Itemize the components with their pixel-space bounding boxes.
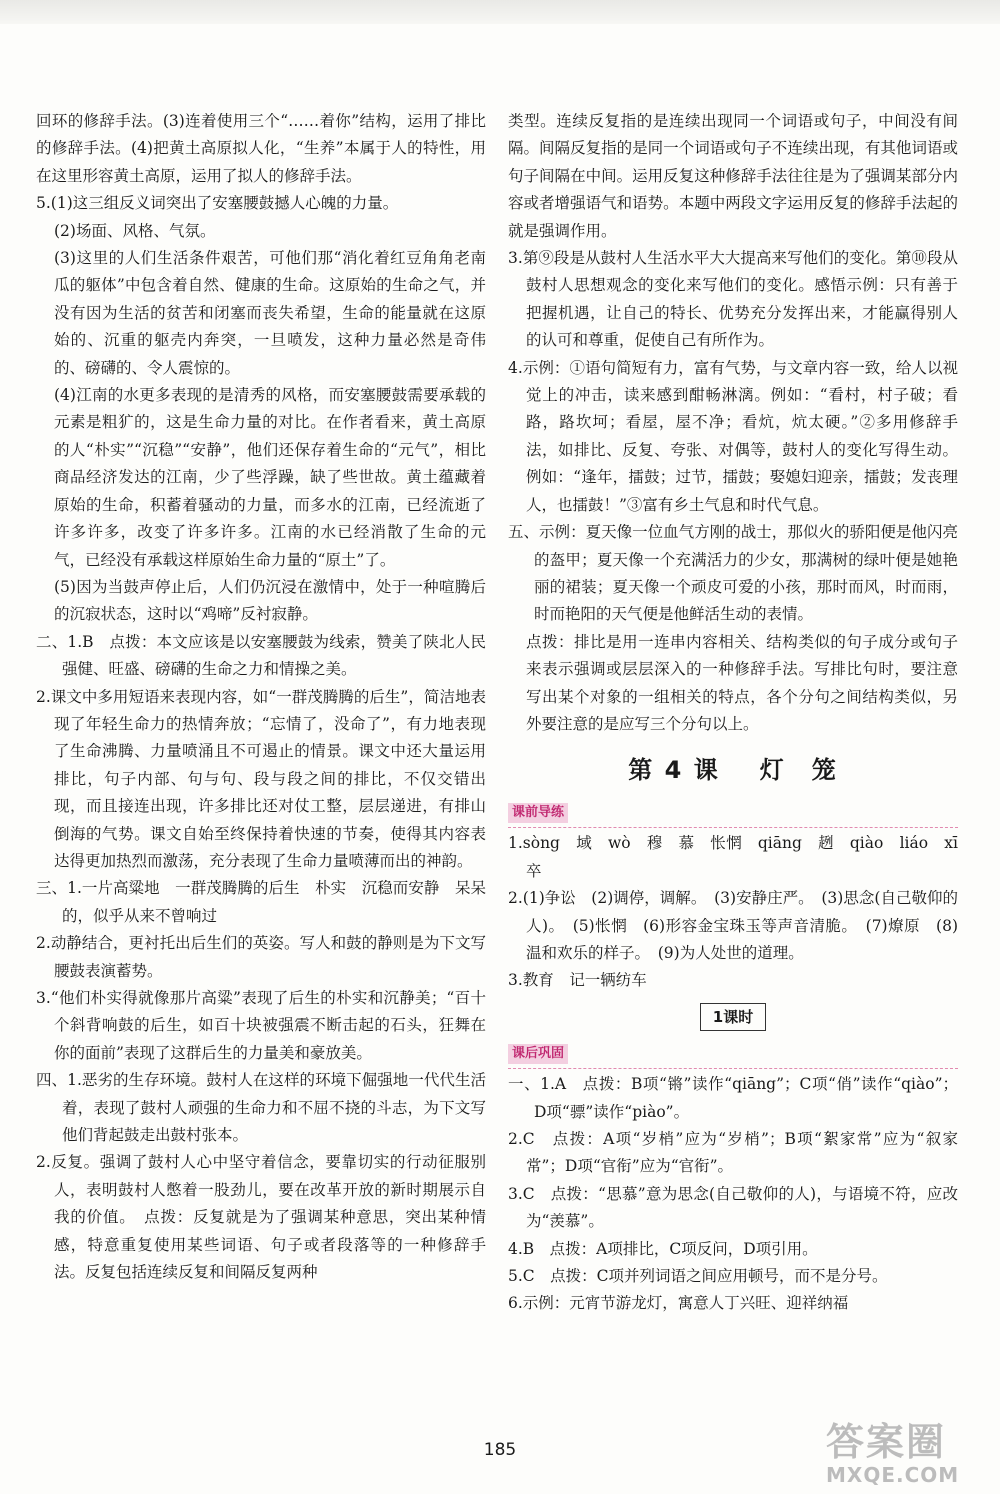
watermark-logo: 答案圈 MXQE.COM	[826, 1420, 960, 1487]
answer-sub-2: (2)场面、风格、气氛。	[54, 221, 216, 240]
post-item-4: 4.B 点拨：A项排比，C项反问，D项引用。	[508, 1239, 818, 1258]
divider	[508, 1068, 958, 1069]
pre-item-2: 2.(1)争讼 (2)调停，调解。 (3)安静庄严。 (3)思念(自己敬仰的人)。 (5)怅惘 (6)形容金宝珠玉等声音清脆。 (7)燎原 (8)温和欢乐的样子。 (9)为人处世的道理。	[508, 889, 958, 962]
post-class-tag: 课后巩固	[508, 1044, 568, 1064]
section-three-item-1: 三、1.一片高粱地 一群茂腾腾的后生 朴实 沉稳而安静 呆呆的，似乎从来不曾响过	[36, 879, 486, 925]
lesson-heading	[508, 750, 958, 790]
pre-item-3: 3.教育 记一辆纺车	[508, 971, 647, 990]
section-two-item-2: 2.课文中多用短语来表现内容，如“一群茂腾腾的后生”，简洁地表现了年轻生命力的热情奔放；“忘情了，没命了”，有力地表现了生命沸腾、力量喷涌且不可遏止的情景。课文中还大量运用排比，句子内部、句与句、段与段之间的排比，不仅交错出现，而且接连出现，许多排比还对仗工整，层层递进，有排山倒海的气势。课文自始至终保持着快速的节奏，使得其内容表达得更加热烈而激荡，充分表现了生命力量喷薄而出的神韵。	[36, 687, 486, 870]
section-four-item-3: 3.第⑨段是从鼓村人生活水平大大提高来写他们的变化。第⑩段从鼓村人思想观念的变化来写他们的变化。感悟示例：只有善于把握机遇，让自己的特长、优势充分发挥出来，才能赢得别人的认可和尊重，促使自己有所作为。	[508, 249, 958, 350]
post-item-1: 一、1.A 点拨：B项“锵”读作“qiāng”；C项“俏”读作“qiào”；D项“骠”读作“piào”。	[508, 1075, 958, 1121]
left-column	[36, 108, 486, 1286]
section-four-item-2: 2.反复。强调了鼓村人心中坚守着信念，要靠切实的行动征服别人，表明鼓村人憋着一股劲儿，要在改革开放的新时期展示自我的价值。 点拨：反复就是为了强调某种意思，突出某种情感，特意重复使用某些词语、句子或者段落等的一种修辞手法。反复包括连续反复和间隔反复两种	[36, 1153, 486, 1282]
post-item-2: 2.C 点拨：A项“岁梢”应为“岁梢”；B项“絮家常”应为“叙家常”；D项“官衔”应为“官衔”。	[508, 1130, 958, 1176]
section-three-item-2: 2.动静结合，更衬托出后生们的英姿。写人和鼓的静则是为下文写腰鼓表演蓄势。	[36, 934, 486, 980]
answer-sub-3: (3)这里的人们生活条件艰苦，可他们那“消化着红豆角角老南瓜的躯体”中包含着自然、健康的生命。这原始的生命之气，并没有因为生活的贫苦和闭塞而丧失希望，生命的能量就在这原始的、沉重的躯壳内奔突，一旦喷发，这种力量必然是奇伟的、磅礴的、令人震惊的。	[54, 249, 486, 377]
divider	[508, 827, 958, 828]
page-top-band	[0, 0, 1000, 24]
period-label: 1课时	[700, 1003, 766, 1031]
section-four-item-1: 四、1.恶劣的生存环境。鼓村人在这样的环境下倔强地一代代生活着，表现了鼓村人顽强的生命力和不屈不挠的斗志，为下文写他们背起鼓走出鼓村张本。	[36, 1071, 486, 1145]
pre-item-1: 1.sòng 域 wò 穆 慕 怅惘 qiāng 趔 qiào liáo xī 卒	[508, 834, 974, 880]
paragraph: 回环的修辞手法。(3)连着使用三个“……着你”结构，运用了排比的修辞手法。(4)把黄土高原拟人化，“生养”本属于人的特性，用在这里形容黄土高原，运用了拟人的修辞手法。	[36, 112, 486, 185]
pre-class-tag: 课前导练	[508, 803, 568, 823]
period-box	[508, 1003, 958, 1031]
post-item-3: 3.C 点拨：“思慕”意为思念(自己敬仰的人)，与语境不符，应改为“羡慕”。	[508, 1184, 958, 1231]
section-five-answer: 五、示例：夏天像一位血气方刚的战士，那似火的骄阳便是他闪亮的盔甲；夏天像一个充满活力的少女，那满树的绿叶便是她艳丽的裙装；夏天像一个顽皮可爱的小孩，那时而风，时而雨，时而艳阳的天气便是他鲜活生动的表情。	[508, 523, 958, 624]
answer-sub-5: (5)因为当鼓声停止后，人们仍沉浸在激情中，处于一种喧腾后的沉寂状态，这时以“鸡啼”反衬寂静。	[54, 577, 486, 624]
post-item-5: 5.C 点拨：C项并列词语之间应用顿号，而不是分号。	[508, 1267, 888, 1286]
section-two-item-1: 二、1.B 点拨：本文应该是以安塞腰鼓为线索，赞美了陕北人民强健、旺盛、磅礴的生命之力和情操之美。	[36, 632, 486, 679]
lesson-title: 灯 笼	[759, 756, 838, 785]
right-column	[508, 108, 974, 1318]
section-three-item-3: 3.“他们朴实得就像那片高粱”表现了后生的朴实和沉静美；“百十个斜背响鼓的后生，如百十块被强震不断击起的石头，狂舞在你的面前”表现了这群后生的力量美和豪放美。	[36, 989, 486, 1062]
answer-item-5: 5.(1)这三组反义词突出了安塞腰鼓撼人心魄的力量。	[36, 194, 399, 213]
section-four-item-4: 4.示例：①语句简短有力，富有气势，与文章内容一致，给人以视觉上的冲击，读来感到酣畅淋漓。例如：“看村，村子破；看路，路坎坷；看屋，屋不净；看炕，炕太硬。”②多用修辞手法，如排比、反复、夸张、对偶等，鼓村人的变化写得生动。例如：“逢年，擂鼓；过节，擂鼓；娶媳妇迎亲，擂鼓；发丧理人，也擂鼓！”③富有乡土气息和时代气息。	[508, 358, 958, 514]
section-five-tip: 点拨：排比是用一连串内容相关、结构类似的句子成分或句子来表示强调或层层深入的一种修辞手法。写排比句时，要注意写出某个对象的一组相关的特点，各个分句之间结构类似，另外要注意的是应写三个分句以上。	[526, 632, 958, 733]
post-item-6: 6.示例：元宵节游龙灯，寓意人丁兴旺、迎祥纳福	[508, 1294, 849, 1313]
answer-sub-4: (4)江南的水更多表现的是清秀的风格，而安塞腰鼓需要承载的元素是粗犷的，这是生命力量的对比。在作者看来，黄土高原的人“朴实”“沉稳”“安静”，他们还保存着生命的“元气”，相比商品经济发达的江南，少了些浮躁，缺了些世故。黄土蕴藏着原始的生命，积蓄着骚动的力量，而多水的江南，已经流逝了许多许多，改变了许多许多。江南的水已经消散了生命的元气，已经没有承载这样原始生命力量的“原土”了。	[54, 386, 486, 569]
paragraph: 类型。连续反复指的是连续出现同一个词语或句子，中间没有间隔。间隔反复指的是同一个词语或句子不连续出现，有其他词语或句子间隔在中间。运用反复这种修辞手法往往是为了强调某部分内容或者增强语气和语势。本题中两段文字运用反复的修辞手法起的就是强调作用。	[508, 112, 958, 240]
lesson-number: 第 4 课	[628, 756, 720, 785]
page-number: 185	[483, 1440, 517, 1460]
